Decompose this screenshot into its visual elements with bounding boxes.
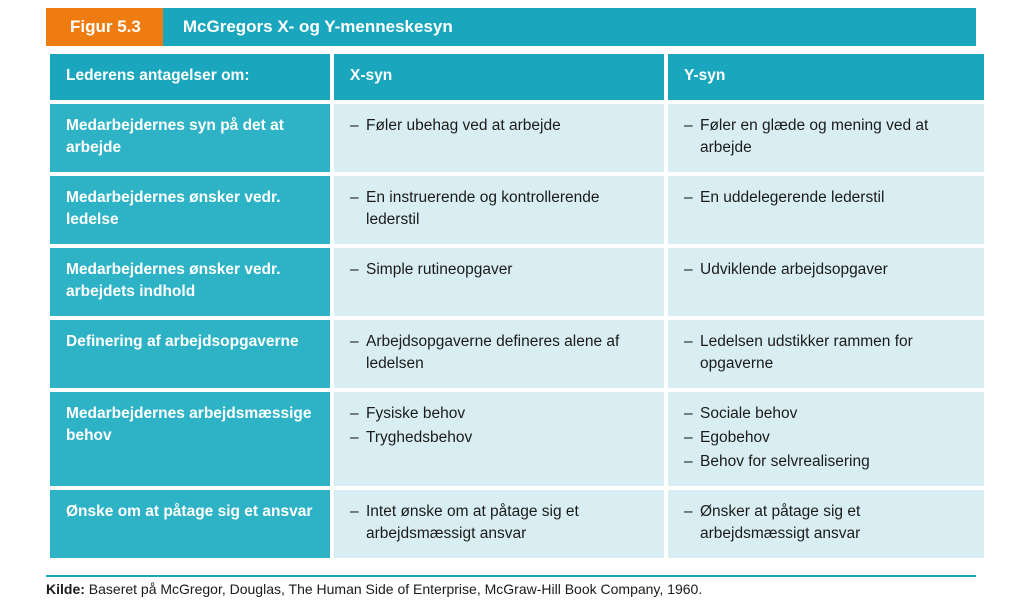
cell-x <box>334 104 664 172</box>
cell-line <box>684 331 970 375</box>
cell-line <box>350 187 650 231</box>
cell-line <box>350 259 650 281</box>
table-row <box>50 490 984 558</box>
cell-y <box>668 320 984 388</box>
cell-line <box>350 501 650 545</box>
column-header-x: X-syn <box>334 54 664 100</box>
cell-text: En uddelegerende lederstil <box>700 189 885 206</box>
cell-text: Behov for selvrealisering <box>700 453 870 470</box>
cell-line <box>684 187 970 209</box>
row-header: Medarbejdernes syn på det at arbejde <box>50 104 330 172</box>
dash-marker: – <box>350 503 359 520</box>
cell-text: Fysiske behov <box>366 405 466 422</box>
cell-line <box>684 501 970 545</box>
comparison-table <box>46 50 988 562</box>
cell-line <box>350 331 650 375</box>
cell-line <box>350 115 650 137</box>
cell-x <box>334 248 664 316</box>
cell-line <box>684 115 970 159</box>
column-header-assumptions: Lederens antagelser om: <box>50 54 330 100</box>
cell-line <box>684 427 970 449</box>
table-row <box>50 392 984 486</box>
row-header: Medarbejdernes ønsker vedr. ledelse <box>50 176 330 244</box>
dash-marker: – <box>350 189 359 206</box>
cell-x <box>334 320 664 388</box>
column-header-y: Y-syn <box>668 54 984 100</box>
cell-line <box>350 403 650 425</box>
cell-text: Arbejdsopgaverne defineres alene af ledelsen <box>366 333 620 372</box>
figure-container <box>46 8 976 562</box>
cell-x <box>334 490 664 558</box>
dash-marker: – <box>684 405 693 422</box>
cell-x <box>334 392 664 486</box>
dash-marker: – <box>350 405 359 422</box>
cell-text: Egobehov <box>700 429 770 446</box>
dash-marker: – <box>684 189 693 206</box>
cell-text: Ønsker at påtage sig et arbejdsmæssigt ansvar <box>700 503 861 542</box>
row-header: Definering af arbejdsopgaverne <box>50 320 330 388</box>
row-header: Medarbejdernes arbejdsmæssige behov <box>50 392 330 486</box>
dash-marker: – <box>350 429 359 446</box>
cell-text: En instruerende og kontrollerende lederstil <box>366 189 600 228</box>
source-label: Kilde: <box>46 581 85 597</box>
cell-text: Føler ubehag ved at arbejde <box>366 117 561 134</box>
cell-text: Føler en glæde og mening ved at arbejde <box>700 117 929 156</box>
table-row <box>50 248 984 316</box>
cell-line <box>684 451 970 473</box>
figure-titlebar <box>46 8 976 46</box>
dash-marker: – <box>684 503 693 520</box>
table-header-row <box>50 54 984 100</box>
cell-line <box>684 403 970 425</box>
source-note <box>46 581 986 597</box>
dash-marker: – <box>350 333 359 350</box>
cell-line <box>684 259 970 281</box>
source-divider <box>46 575 976 577</box>
dash-marker: – <box>350 261 359 278</box>
dash-marker: – <box>684 333 693 350</box>
figure-title: McGregors X- og Y-menneskesyn <box>182 17 453 36</box>
dash-marker: – <box>350 117 359 134</box>
cell-text: Udviklende arbejdsopgaver <box>700 261 888 278</box>
dash-marker: – <box>684 429 693 446</box>
dash-marker: – <box>684 117 693 134</box>
source-text: Baseret på McGregor, Douglas, The Human Side of Enterprise, McGraw-Hill Book Company, 1960. <box>84 581 703 597</box>
table-row <box>50 104 984 172</box>
cell-y <box>668 176 984 244</box>
cell-text: Sociale behov <box>700 405 798 422</box>
row-header: Medarbejdernes ønsker vedr. arbejdets indhold <box>50 248 330 316</box>
cell-y <box>668 392 984 486</box>
table-row <box>50 176 984 244</box>
cell-y <box>668 104 984 172</box>
figure-tag: Figur 5.3 <box>46 8 163 46</box>
cell-y <box>668 248 984 316</box>
dash-marker: – <box>684 453 693 470</box>
cell-text: Simple rutineopgaver <box>366 261 513 278</box>
cell-text: Tryghedsbehov <box>366 429 473 446</box>
table-row <box>50 320 984 388</box>
cell-line <box>350 427 650 449</box>
dash-marker: – <box>684 261 693 278</box>
row-header: Ønske om at påtage sig et ansvar <box>50 490 330 558</box>
cell-y <box>668 490 984 558</box>
cell-x <box>334 176 664 244</box>
cell-text: Intet ønske om at påtage sig et arbejdsmæssigt ansvar <box>366 503 579 542</box>
cell-text: Ledelsen udstikker rammen for opgaverne <box>700 333 913 372</box>
